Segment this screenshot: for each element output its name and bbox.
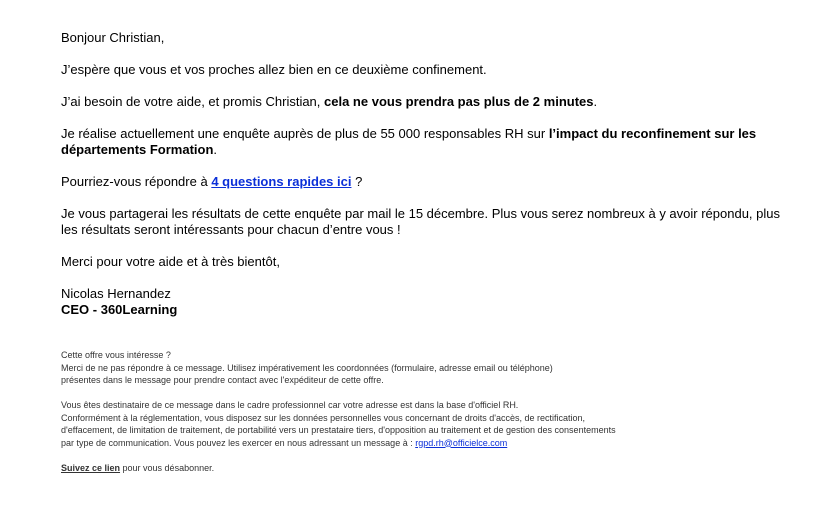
paragraph-wellbeing: J’espère que vous et vos proches allez bien en ce deuxième confinement. [61,62,487,77]
cta-text: Pourriez-vous répondre à [61,174,212,189]
paragraph-survey-intro [61,126,781,158]
survey-intro-suffix: . [213,142,218,157]
greeting: Bonjour Christian, [61,30,165,45]
paragraph-survey-cta [61,174,781,190]
rgpd-notice-2: d'effacement, de limitation de traitement, de portabilité vers un prestataire tiers, d'opposition au traitement et de gestion des consentements [61,425,616,435]
paragraph-results: Je vous partagerai les résultats de cette enquête par mail le 15 décembre. Plus vous serez nombreux à y avoir répondu, plus les résultats seront intéressants pour chacun d’entre vous ! [61,206,781,237]
footer-notice [61,349,761,387]
email-footer [61,349,761,487]
no-reply-notice: Merci de ne pas répondre à ce message. Utilisez impérativement les coordonnées (formulaire, adresse email ou téléphone) [61,362,553,373]
request-suffix: . [593,94,598,109]
recipient-notice: Vous êtes destinataire de ce message dans le cadre professionnel car votre adresse est dans la base d'officiel RH. [61,400,519,410]
email-body [61,30,781,318]
survey-intro-text: Je réalise actuellement une enquête auprès de plus de 55 000 responsables RH sur [61,126,549,141]
unsubscribe-text: pour vous désabonner. [120,462,215,473]
cta-suffix: ? [351,174,363,189]
paragraph-request [61,94,781,110]
rgpd-email-link[interactable]: rgpd.rh@officielce.com [415,437,508,448]
signature-name: Nicolas Hernandez [61,286,171,301]
signature-title: CEO - 360Learning [61,302,178,317]
rgpd-notice-3: par type de communication. Vous pouvez les exercer en nous adressant un message à : [61,437,416,448]
rgpd-notice-1: Conformément à la réglementation, vous disposez sur les données personnelles vous concernant de droits d'accès, de rectification, [61,412,586,423]
no-reply-notice-cont: présentes dans le message pour prendre contact avec l'expéditeur de cette offre. [61,375,384,385]
survey-link[interactable]: 4 questions rapides ici [211,174,352,189]
unsubscribe-link[interactable]: Suivez ce lien [61,462,121,473]
signature [61,286,781,318]
survey-topic: l’impact du reconfinement sur les départements Formation [61,126,757,157]
request-text: J’ai besoin de votre aide, et promis Christian, [61,94,325,109]
footer-unsubscribe [61,462,761,475]
closing: Merci pour votre aide et à très bientôt, [61,254,280,269]
request-duration: cela ne vous prendra pas plus de 2 minutes [324,94,594,109]
footer-legal [61,399,761,449]
offer-question: Cette offre vous intéresse ? [61,350,171,360]
